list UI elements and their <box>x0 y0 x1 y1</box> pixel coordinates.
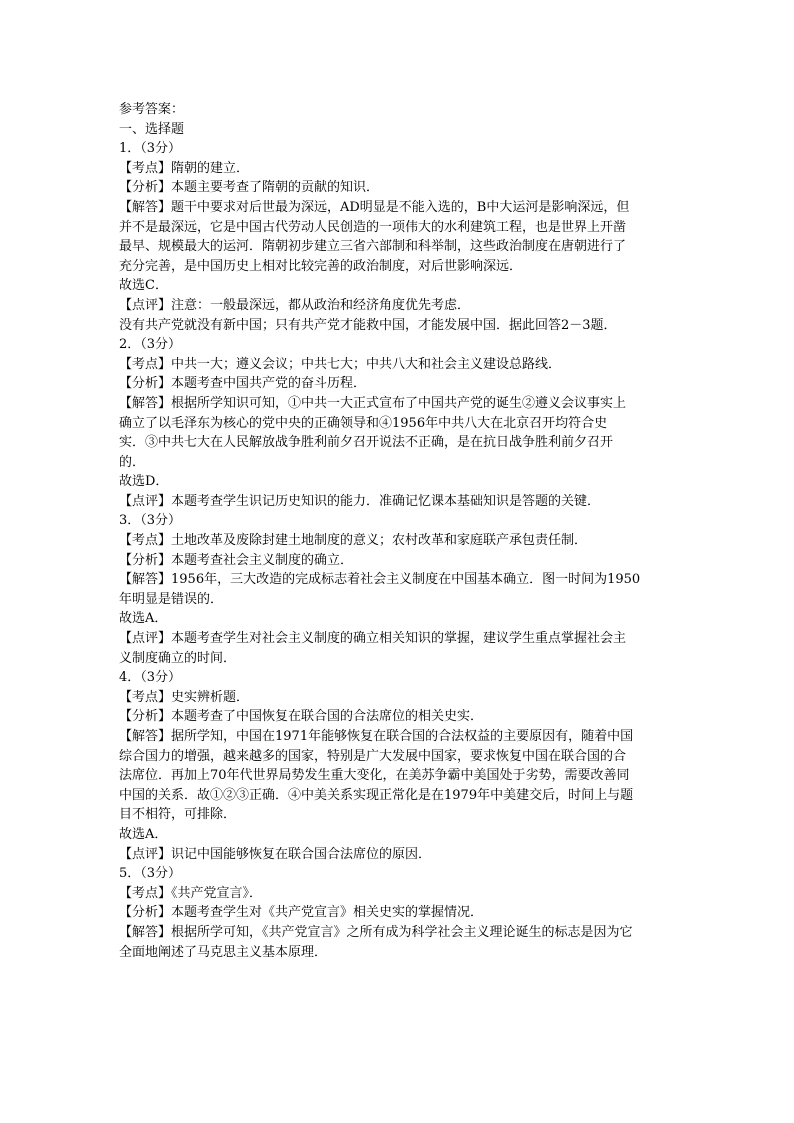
text-line: 义制度确立的时间． <box>119 650 237 666</box>
text-line: 【点评】注意：一般最深远，都从政治和经济角度优先考虑． <box>119 297 471 313</box>
text-line: 没有共产党就没有新中国；只有共产党才能救中国，才能发展中国．据此回答2－3题． <box>119 317 617 333</box>
text-line: 确立了以毛泽东为核心的党中央的正确领导和④1956年中共八大在北京召开均符合史 <box>119 415 608 431</box>
text-line: 【点评】本题考查学生对社会主义制度的确立相关知识的掌握，建议学生重点掌握社会主 <box>119 631 627 647</box>
text-line: 【分析】本题考查中国共产党的奋斗历程． <box>119 376 367 392</box>
text-line: 实．③中共七大在人民解放战争胜利前夕召开说法不正确，是在抗日战争胜利前夕召开 <box>119 435 614 451</box>
text-line: 全面地阐述了马克思主义基本原理． <box>119 944 328 960</box>
text-line: 故选D． <box>119 474 169 490</box>
text-line: 年明显是错误的． <box>119 591 224 607</box>
text-line: 【解答】据所学知，中国在1971年能够恢复在联合国的合法权益的主要原因有，随着中国 <box>119 729 634 744</box>
text-line: 3．（3分） <box>119 513 182 529</box>
text-line: 【分析】本题考查社会主义制度的确立． <box>119 552 354 568</box>
text-line: 【考点】中共一大；遵义会议；中共七大；中共八大和社会主义建设总路线． <box>119 356 562 372</box>
text-line: 5．（3分） <box>119 866 182 882</box>
text-line: 【解答】根据所学可知，《共产党宣言》之所有成为科学社会主义理论诞生的标志是因为它 <box>119 924 633 940</box>
text-line: 最早、规模最大的运河．隋朝初步建立三省六部制和科举制，这些政治制度在唐朝进行了 <box>119 239 627 255</box>
text-line: 2．（3分） <box>119 337 182 353</box>
text-line: 故选A． <box>119 611 168 627</box>
text-line: 【分析】本题主要考查了隋朝的贡献的知识． <box>119 180 380 196</box>
text-line: 充分完善，是中国历史上相对比较完善的政治制度，对后世影响深远． <box>119 258 523 274</box>
text-line: 【解答】根据所学知识可知，①中共一大正式宣布了中国共产党的诞生②遵义会议事实上 <box>119 395 627 411</box>
text-line: 4．（3分） <box>119 670 182 686</box>
text-line: 故选C． <box>119 278 168 294</box>
text-line: 1．（3分） <box>119 141 182 157</box>
text-line: 一、选择题 <box>119 121 185 137</box>
text-line: 综合国力的增强，越来越多的国家，特别是广大发展中国家，要求恢复中国在联合国的合 <box>119 748 627 764</box>
text-line: 故选A． <box>119 826 168 842</box>
text-line: 【点评】识记中国能够恢复在联合国合法席位的原因． <box>119 846 432 862</box>
text-line: 【考点】土地改革及废除封建土地制度的意义；农村改革和家庭联产承包责任制． <box>119 533 588 549</box>
text-line: 并不是最深远，它是中国古代劳动人民创造的一项伟大的水利建筑工程，也是世界上开凿 <box>119 219 627 235</box>
text-line: 参考答案： <box>119 102 185 117</box>
text-line: 【解答】题干中要求对后世最为深远，AD明显是不能入选的，B中大运河是影响深远，但 <box>119 199 630 215</box>
text-line: 【解答】1956年，三大改造的完成标志着社会主义制度在中国基本确立．图一时间为1950 <box>119 572 641 588</box>
text-line: 【点评】本题考查学生识记历史知识的能力．准确记忆课本基础知识是答题的关键． <box>119 493 601 509</box>
text-line: 目不相符，可排除． <box>119 807 237 823</box>
text-line: 【分析】本题考查学生对《共产党宣言》相关史实的掌握情况． <box>119 905 484 921</box>
text-line: 中国的关系．故①②③正确．④中美关系实现正常化是在1979年中美建交后，时间上与题 <box>119 787 634 803</box>
text-line: 的． <box>119 454 146 470</box>
text-line: 【考点】史实辨析题． <box>119 689 250 705</box>
text-line: 法席位．再加上70年代世界局势发生重大变化，在美苏争霸中美国处于劣势，需要改善同 <box>119 768 630 784</box>
text-line: 【分析】本题考查了中国恢复在联合国的合法席位的相关史实． <box>119 709 484 725</box>
text-line: 【考点】《共产党宣言》． <box>119 885 263 901</box>
answer-document <box>119 100 679 962</box>
text-line: 【考点】隋朝的建立． <box>119 160 250 176</box>
